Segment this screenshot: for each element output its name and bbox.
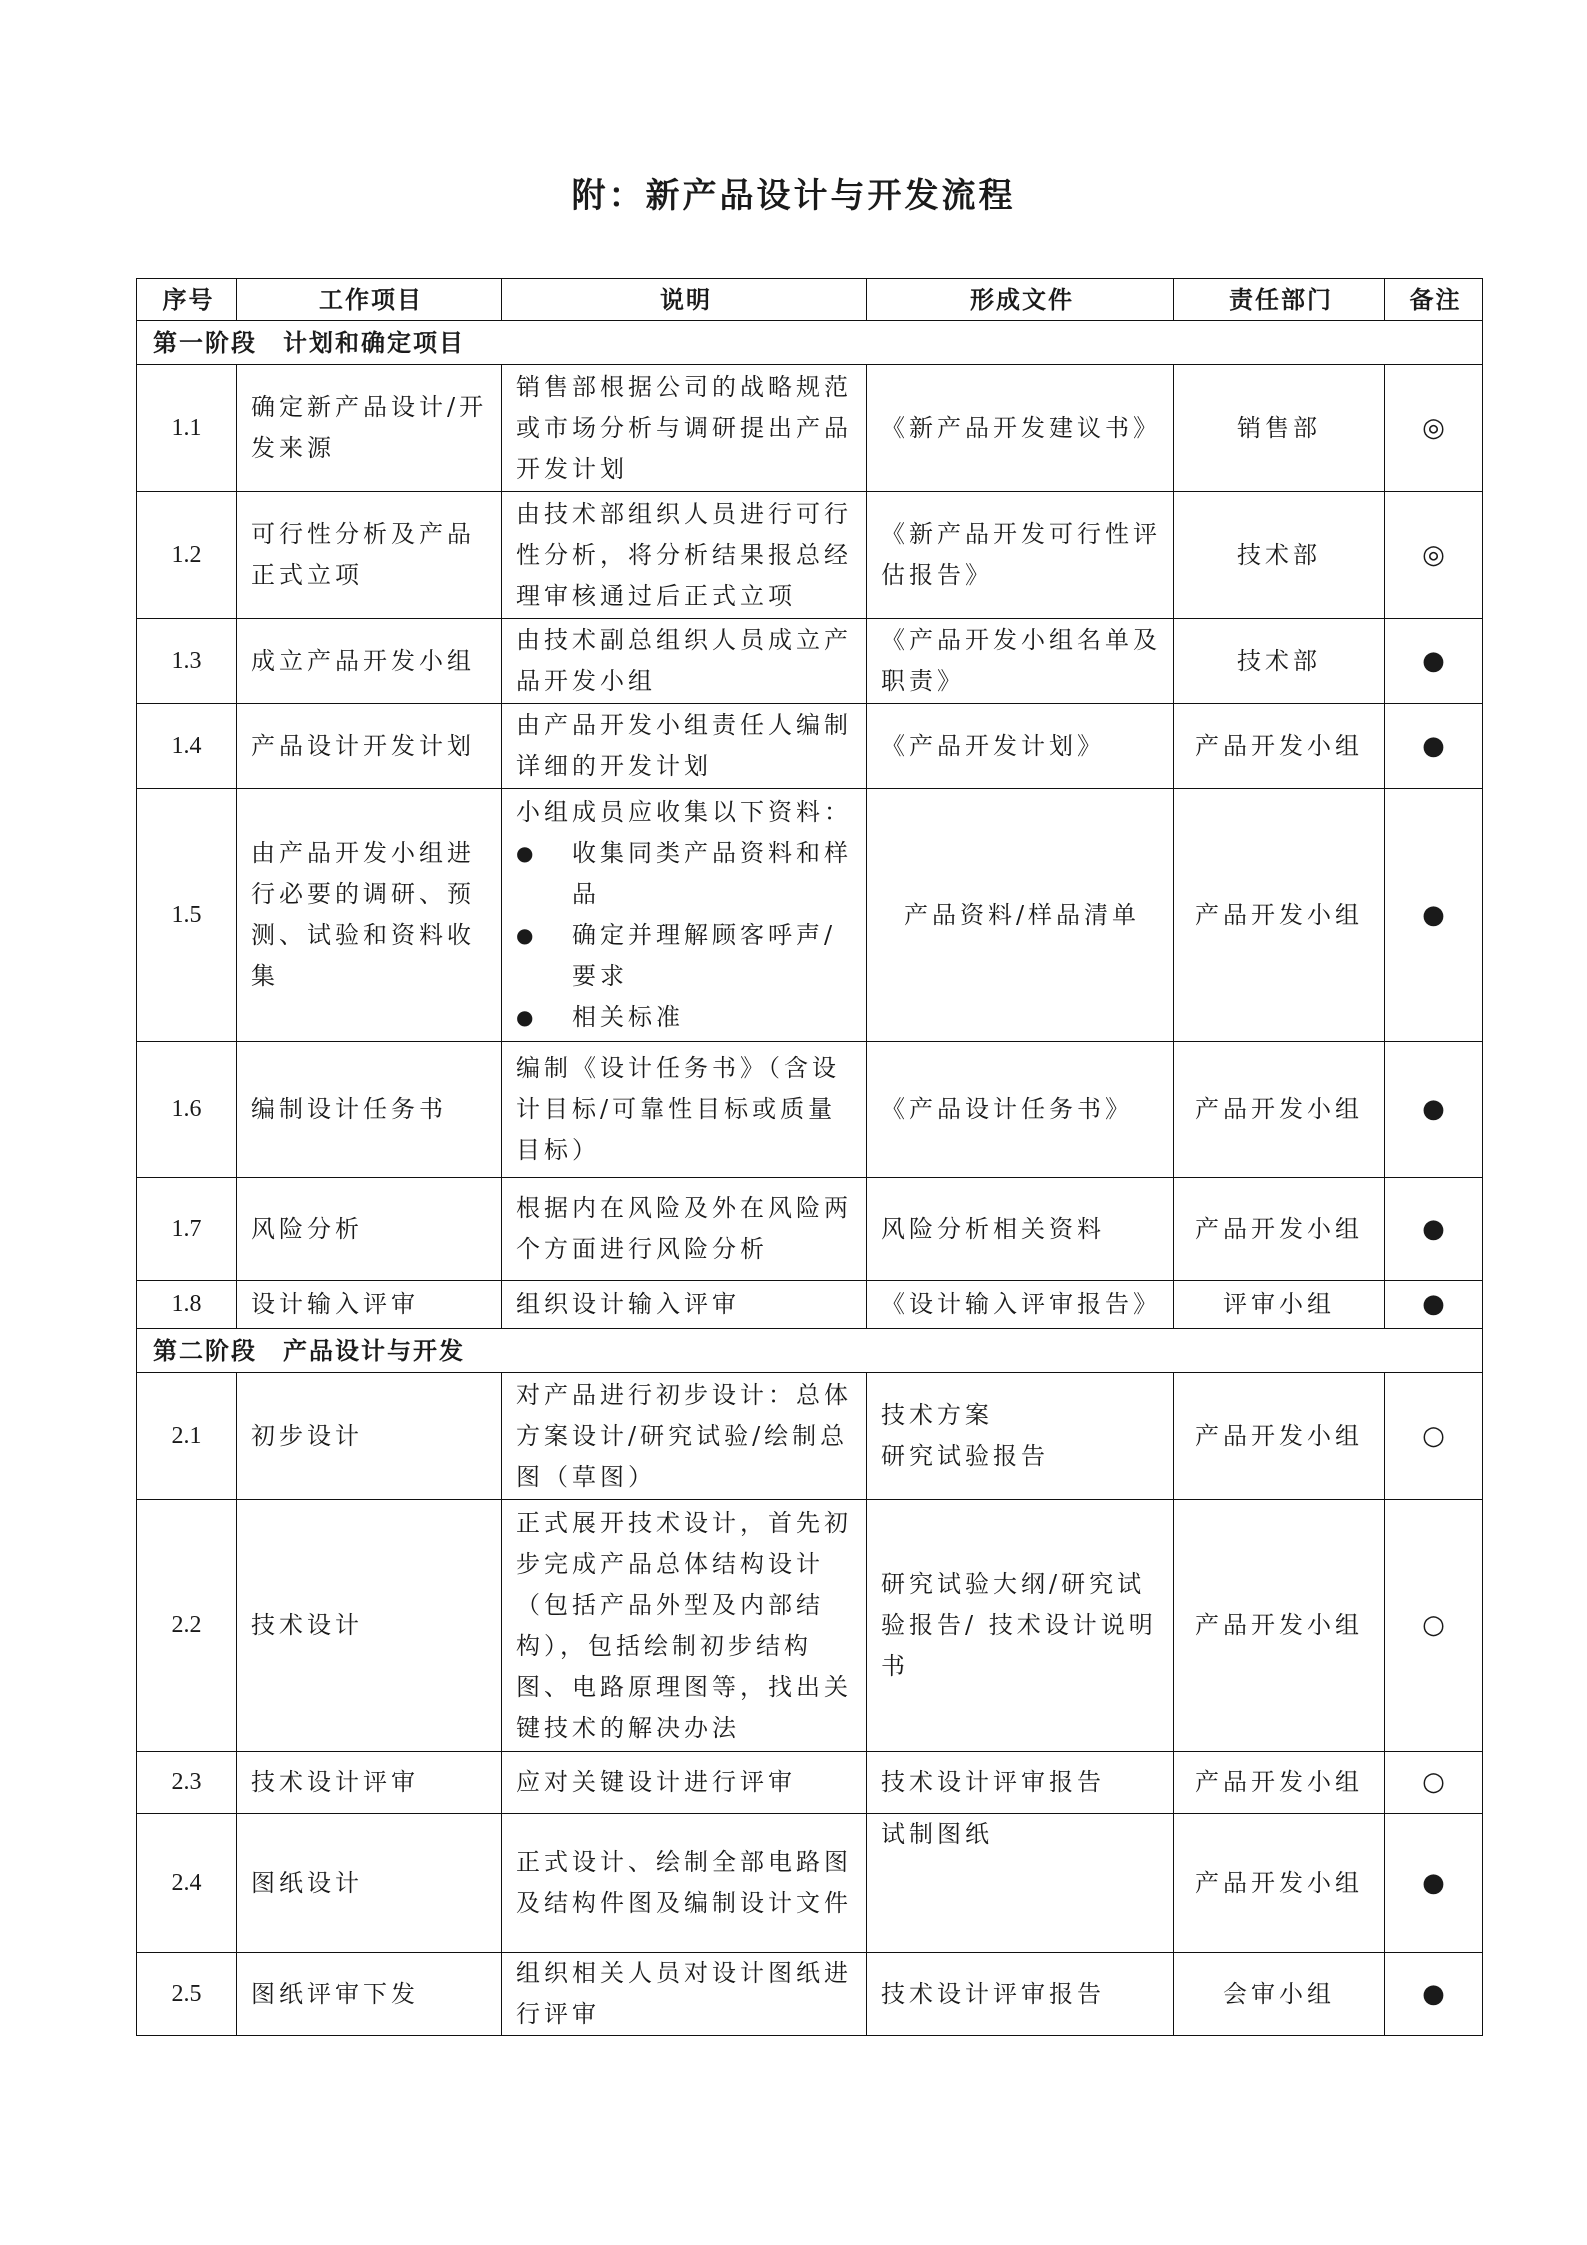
cell-description: 由技术部组织人员进行可行性分析，将分析结果报总经理审核通过后正式立项 — [502, 492, 867, 619]
table-row — [137, 492, 1483, 619]
cell-department: 产品开发小组 — [1174, 1373, 1385, 1500]
cell-item: 产品设计开发计划 — [237, 704, 502, 789]
cell-item: 技术设计 — [237, 1500, 502, 1752]
cell-seq: 2.1 — [137, 1373, 237, 1500]
filled-circle-icon: ● — [1385, 1814, 1483, 1953]
table-header-row — [137, 279, 1483, 321]
cell-document: 《新产品开发可行性评估报告》 — [867, 492, 1174, 619]
header-description: 说明 — [502, 279, 867, 321]
bullet-icon: ● — [516, 1005, 538, 1029]
cell-description: 由技术副总组织人员成立产品开发小组 — [502, 619, 867, 704]
cell-item: 可行性分析及产品正式立项 — [237, 492, 502, 619]
cell-department: 销售部 — [1174, 365, 1385, 492]
open-circle-icon: ○ — [1385, 1373, 1483, 1500]
filled-circle-icon: ● — [1385, 1281, 1483, 1329]
cell-description: 正式展开技术设计，首先初步完成产品总体结构设计（包括产品外型及内部结构），包括绘制初步结构图、电路原理图等，找出关键技术的解决办法 — [502, 1500, 867, 1752]
filled-circle-icon: ● — [1385, 1042, 1483, 1178]
cell-document: 研究试验大纲/研究试验报告/ 技术设计说明书 — [867, 1500, 1174, 1752]
cell-seq: 1.7 — [137, 1178, 237, 1281]
filled-circle-icon: ● — [1385, 1953, 1483, 2036]
cell-item: 图纸评审下发 — [237, 1953, 502, 2036]
cell-seq: 1.3 — [137, 619, 237, 704]
cell-seq: 2.2 — [137, 1500, 237, 1752]
cell-description: 正式设计、绘制全部电路图及结构件图及编制设计文件 — [502, 1814, 867, 1953]
cell-document: 《产品设计任务书》 — [867, 1042, 1174, 1178]
cell-document: 技术设计评审报告 — [867, 1752, 1174, 1814]
cell-item: 编制设计任务书 — [237, 1042, 502, 1178]
table-row — [137, 1281, 1483, 1329]
cell-description: 对产品进行初步设计：总体方案设计/研究试验/绘制总图（草图） — [502, 1373, 867, 1500]
cell-department: 产品开发小组 — [1174, 1752, 1385, 1814]
cell-document: 技术设计评审报告 — [867, 1953, 1174, 2036]
table-row — [137, 704, 1483, 789]
cell-seq: 2.3 — [137, 1752, 237, 1814]
cell-department: 产品开发小组 — [1174, 789, 1385, 1042]
table-row — [137, 1373, 1483, 1500]
cell-department: 技术部 — [1174, 619, 1385, 704]
header-seq: 序号 — [137, 279, 237, 321]
document-line: 研究试验报告 — [881, 1442, 1049, 1470]
cell-description: 由产品开发小组责任人编制详细的开发计划 — [502, 704, 867, 789]
cell-item: 风险分析 — [237, 1178, 502, 1281]
open-circle-icon: ○ — [1385, 1500, 1483, 1752]
cell-department: 产品开发小组 — [1174, 704, 1385, 789]
phase-label: 第二阶段 产品设计与开发 — [137, 1329, 1483, 1373]
cell-document: 风险分析相关资料 — [867, 1178, 1174, 1281]
cell-seq: 2.4 — [137, 1814, 237, 1953]
bullet-text: 确定并理解顾客呼声/要求 — [572, 921, 837, 990]
table-row — [137, 1178, 1483, 1281]
double-circle-icon: ◎ — [1385, 365, 1483, 492]
table-row — [137, 1814, 1483, 1953]
bullet-item — [516, 997, 856, 1038]
cell-department: 评审小组 — [1174, 1281, 1385, 1329]
open-circle-icon: ○ — [1385, 1752, 1483, 1814]
cell-description: 根据内在风险及外在风险两个方面进行风险分析 — [502, 1178, 867, 1281]
cell-item: 图纸设计 — [237, 1814, 502, 1953]
cell-description: 应对关键设计进行评审 — [502, 1752, 867, 1814]
header-note: 备注 — [1385, 279, 1483, 321]
cell-department: 产品开发小组 — [1174, 1178, 1385, 1281]
cell-department: 产品开发小组 — [1174, 1500, 1385, 1752]
cell-seq: 1.5 — [137, 789, 237, 1042]
cell-description: 组织相关人员对设计图纸进行评审 — [502, 1953, 867, 2036]
cell-item: 由产品开发小组进行必要的调研、预测、试验和资料收集 — [237, 789, 502, 1042]
bullet-icon: ● — [516, 923, 538, 947]
header-document: 形成文件 — [867, 279, 1174, 321]
bullet-icon: ● — [516, 841, 538, 865]
cell-item: 确定新产品设计/开发来源 — [237, 365, 502, 492]
cell-seq: 1.1 — [137, 365, 237, 492]
filled-circle-icon: ● — [1385, 1178, 1483, 1281]
process-table — [136, 278, 1483, 2036]
cell-description: 组织设计输入评审 — [502, 1281, 867, 1329]
phase-label: 第一阶段 计划和确定项目 — [137, 321, 1483, 365]
cell-document: 《设计输入评审报告》 — [867, 1281, 1174, 1329]
cell-document: 《产品开发小组名单及职责》 — [867, 619, 1174, 704]
cell-seq: 1.6 — [137, 1042, 237, 1178]
table-row — [137, 789, 1483, 1042]
filled-circle-icon: ● — [1385, 789, 1483, 1042]
cell-document: 《新产品开发建议书》 — [867, 365, 1174, 492]
cell-document — [867, 1373, 1174, 1500]
page-title: 附：新产品设计与开发流程 — [571, 176, 1016, 216]
cell-department: 产品开发小组 — [1174, 1042, 1385, 1178]
phase-row — [137, 1329, 1483, 1373]
cell-item: 设计输入评审 — [237, 1281, 502, 1329]
header-item: 工作项目 — [237, 279, 502, 321]
cell-department: 技术部 — [1174, 492, 1385, 619]
cell-description: 销售部根据公司的战略规范或市场分析与调研提出产品开发计划 — [502, 365, 867, 492]
phase-row — [137, 321, 1483, 365]
cell-item: 成立产品开发小组 — [237, 619, 502, 704]
cell-seq: 2.5 — [137, 1953, 237, 2036]
cell-item: 初步设计 — [237, 1373, 502, 1500]
cell-department: 产品开发小组 — [1174, 1814, 1385, 1953]
table-row — [137, 619, 1483, 704]
table-row — [137, 365, 1483, 492]
document-line: 技术方案 — [881, 1401, 993, 1429]
filled-circle-icon: ● — [1385, 704, 1483, 789]
bullet-text: 相关标准 — [572, 1003, 684, 1031]
bullet-item — [516, 915, 856, 997]
filled-circle-icon: ● — [1385, 619, 1483, 704]
bullet-text: 收集同类产品资料和样品 — [572, 839, 852, 908]
double-circle-icon: ◎ — [1385, 492, 1483, 619]
cell-document: 《产品开发计划》 — [867, 704, 1174, 789]
table-row — [137, 1042, 1483, 1178]
cell-seq: 1.2 — [137, 492, 237, 619]
description-intro: 小组成员应收集以下资料： — [516, 798, 852, 826]
bullet-list — [516, 833, 856, 1038]
cell-department: 会审小组 — [1174, 1953, 1385, 2036]
cell-document: 试制图纸 — [867, 1814, 1174, 1953]
table-row — [137, 1500, 1483, 1752]
header-department: 责任部门 — [1174, 279, 1385, 321]
cell-seq: 1.8 — [137, 1281, 237, 1329]
cell-description: 编制《设计任务书》（含设计目标/可靠性目标或质量目标） — [502, 1042, 867, 1178]
bullet-item — [516, 833, 856, 915]
table-row — [137, 1752, 1483, 1814]
cell-item: 技术设计评审 — [237, 1752, 502, 1814]
cell-seq: 1.4 — [137, 704, 237, 789]
table-row — [137, 1953, 1483, 2036]
cell-description — [502, 789, 867, 1042]
cell-document: 产品资料/样品清单 — [867, 789, 1174, 1042]
